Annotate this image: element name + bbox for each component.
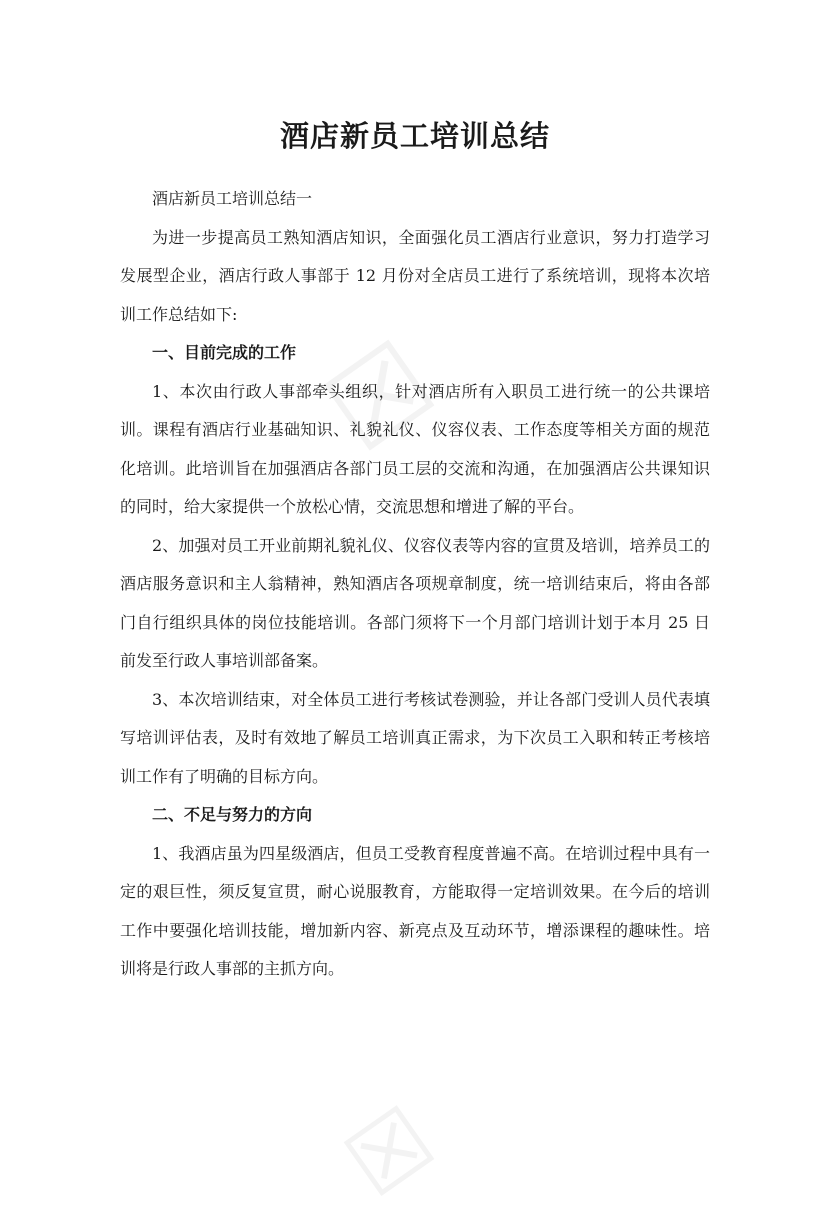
intro-paragraph: 为进一步提高员工熟知酒店知识，全面强化员工酒店行业意识，努力打造学习发展型企业，酒店行政人事部于 12 月份对全店员工进行了系统培训，现将本次培训工作总结如下:: [120, 227, 710, 324]
watermark: ☒: [303, 310, 466, 478]
section-heading-2: 二、不足与努力的方向: [152, 805, 313, 824]
section-1-paragraph-1: 1、本次由行政人事部牵头组织，针对酒店所有入职员工进行统一的公共课培训。课程有酒店行业基础知识、礼貌礼仪、仪容仪表、工作态度等相关方面的规范化培训。此培训旨在加强酒店各部门员工层的交流和沟通，在加强酒店公共课知识的同时，给大家提供一个放松心情，交流思想和增进了解的平台。: [120, 381, 710, 516]
section-1-paragraph-3: 3、本次培训结束，对全体员工进行考核试卷测验，并让各部门受训人员代表填写培训评估表，及时有效地了解员工培训真正需求，为下次员工入职和转正考核培训工作有了明确的目标方向。: [120, 689, 710, 786]
document-title: 酒店新员工培训总结: [279, 119, 550, 153]
section-heading-1: 一、目前完成的工作: [152, 343, 297, 362]
watermark-bottom: ☒: [327, 1086, 454, 1219]
subheading: 酒店新员工培训总结一: [152, 189, 313, 208]
section-2-paragraph-1: 1、我酒店虽为四星级酒店，但员工受教育程度普遍不高。在培训过程中具有一定的艰巨性，须反复宣贯，耐心说服教育，方能取得一定培训效果。在今后的培训工作中要强化培训技能，增加新内容、新亮点及互动环节，增添课程的趣味性。培训将是行政人事部的主抓方向。: [120, 843, 710, 978]
section-1-paragraph-2: 2、加强对员工开业前期礼貌礼仪、仪容仪表等内容的宣贯及培训，培养员工的酒店服务意识和主人翁精神，熟知酒店各项规章制度，统一培训结束后，将由各部门自行组织具体的岗位技能培训。各部门须将下一个月部门培训计划于本月 25 日前发至行政人事培训部备案。: [120, 535, 710, 670]
